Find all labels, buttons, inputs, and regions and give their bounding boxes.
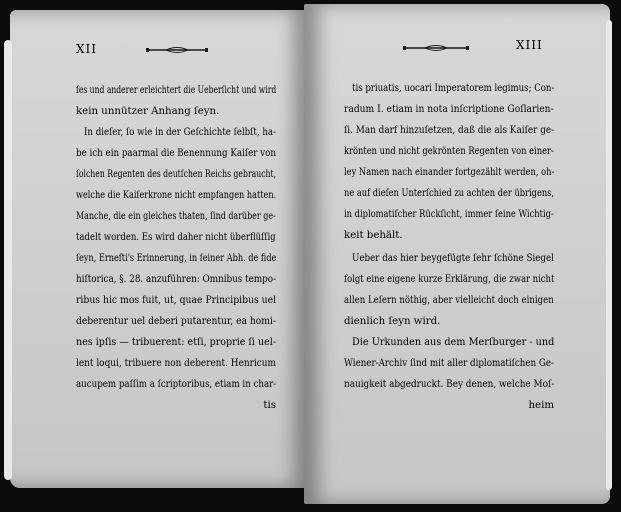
text-line: be ich ein paarmal die Benennung Kaiſer von [76, 148, 276, 159]
catchword: heim [528, 400, 554, 411]
text-line: ſes und anderer erleichtert die Ueberſicht und wird [76, 85, 277, 96]
text-line: nes ipſis — tribuerent: etſi, proprie ſi uel- [76, 337, 277, 348]
text-line: allen Leſern nöthig, aber vielleicht doch einigen [344, 295, 554, 306]
catchword: tis [263, 400, 276, 411]
text-line: nauigkeit abgedruckt. Bey denen, welche Moſ- [344, 379, 555, 390]
text-line: ſeyn, Erneſti's Erinnerung, in ſeiner Abh. de fide [76, 253, 277, 264]
text-line: dienlich ſeyn wird. [344, 316, 441, 327]
right-page-edge [606, 20, 612, 490]
text-line: deberentur uel deberi putarentur, ea homi- [76, 316, 276, 327]
left-page-text [76, 86, 276, 416]
text-line: Ueber das hier beygefügte ſehr ſchöne Siegel [352, 253, 554, 264]
text-line: In dieſer, ſo wie in der Geſchichte ſelbſt, ha- [84, 127, 276, 138]
text-line: hiſtorica, §. 28. anzuführen: Omnibus tempo- [76, 274, 277, 285]
text-line: ne auf dieſen Unterſchied zu achten der übrigens, [344, 188, 555, 199]
text-line: Wiener-Archiv ſind mit aller diplomatiſchen Ge- [344, 358, 554, 369]
text-line: keit behält. [344, 230, 403, 241]
text-line: lent loqui, tribuere non deberent. Henricum [76, 358, 276, 369]
text-line: Die Urkunden aus dem Merſburger - und [352, 337, 555, 348]
right-header-ornament [403, 44, 469, 52]
text-line: aucupem paſſim a ſcriptoribus, etiam in char- [76, 379, 277, 390]
text-line: ley Namen nach einander fortgezählt werden, oh- [344, 167, 555, 178]
text-line: kein unnützer Anhang ſeyn. [76, 106, 220, 117]
left-page-number: XII [76, 42, 98, 56]
text-line: welche die Kaiſerkrone nicht empfangen hatten. [76, 190, 277, 201]
text-line: ribus hic mos fuit, ut, quae Principibus uel [76, 295, 277, 306]
text-line: radum I. etiam in nota inſcriptione Goſlarien- [344, 104, 554, 115]
text-line: Manche, die ein gleiches thaten, ſind darüber ge- [76, 211, 276, 222]
text-line: krönten und nicht gekrönten Regenten von einer- [344, 146, 554, 157]
text-line: ſi. Man darf hinzuſetzen, daß die als Kaiſer ge- [344, 125, 555, 136]
text-line: tadelt worden. Es wird daher nicht überflüſſig [76, 232, 276, 243]
text-line: folgt eine eigene kurze Erklärung, die zwar nicht [344, 274, 555, 285]
left-header-ornament [146, 46, 208, 54]
left-page-edge [4, 40, 12, 480]
text-line: tis priuatis, uocari Imperatorem legimus; Con- [352, 83, 555, 94]
text-line: in diplomatiſcher Rückſicht, immer ſeine Wichtig- [344, 209, 554, 220]
text-line: ſolchen Regenten des deutſchen Reichs gebraucht, [76, 169, 277, 180]
right-page-number: XIII [516, 38, 543, 52]
right-page-text [344, 84, 554, 414]
